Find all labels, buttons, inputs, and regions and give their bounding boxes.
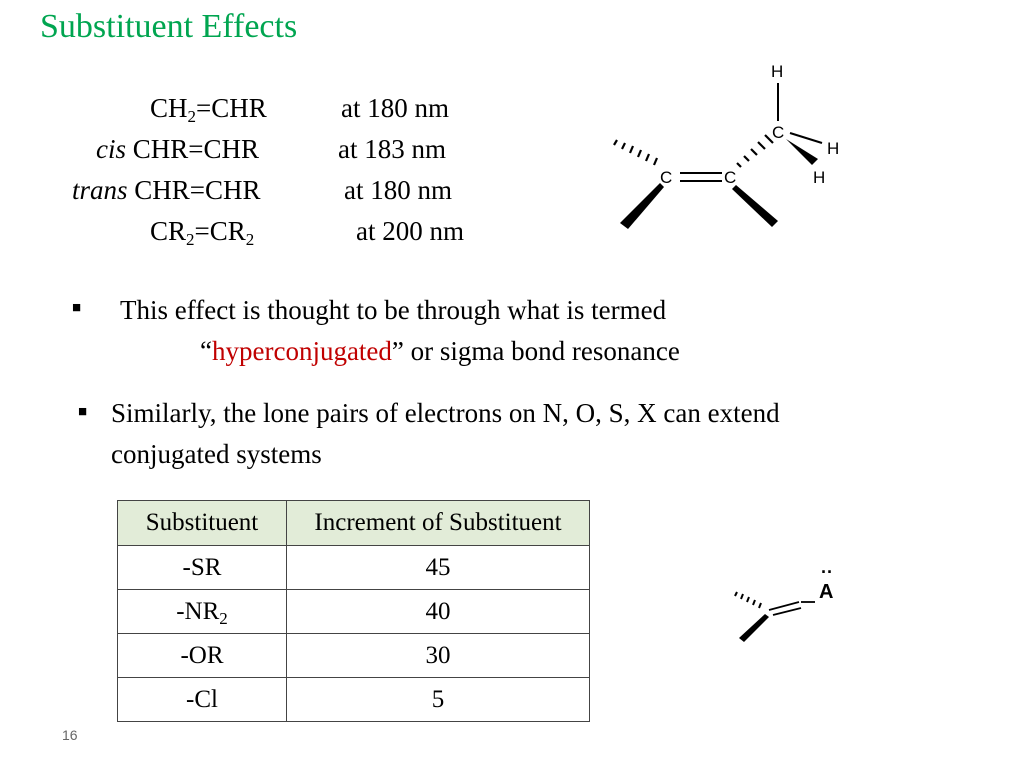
double-bond-line: [773, 608, 801, 615]
bullet-marker: ■: [72, 300, 82, 316]
bullet-text: This effect is thought to be through what is termed: [120, 295, 667, 325]
table-cell: 30: [287, 634, 590, 678]
table-cell: -SR: [118, 546, 287, 590]
table-cell: $-NR_2$: [118, 590, 287, 634]
bullet-marker: ■: [78, 404, 88, 420]
formula: cis CHR=CHR: [96, 134, 260, 164]
atom-label: H: [827, 139, 840, 158]
slide-title: Substituent Effects: [40, 8, 298, 45]
table-row: [118, 678, 590, 722]
table-cell: -Cl: [118, 678, 287, 722]
formula: $CH_2=CHR$: [150, 93, 267, 126]
solid-wedge: [739, 614, 769, 642]
bullet-text-continuation: “hyperconjugated” or sigma bond resonance: [200, 336, 680, 366]
highlighted-term: hyperconjugated: [211, 336, 392, 366]
wavelength-value: at 180 nm: [341, 93, 449, 123]
hashed-wedge: [735, 592, 761, 608]
table-header: Increment of Substituent: [287, 501, 590, 546]
solid-wedge: [620, 183, 664, 229]
atom-label: C: [660, 168, 673, 187]
formula: trans CHR=CHR: [72, 175, 261, 205]
lone-pair-dots: ··: [821, 562, 833, 582]
alkene-methyl-structure: [600, 55, 860, 240]
table-row: [118, 590, 590, 634]
formula: $CR_2=CR_2$: [150, 216, 255, 249]
single-bond: [790, 133, 822, 143]
formula-row: [0, 170, 520, 210]
table-row: [118, 634, 590, 678]
atom-label: H: [771, 62, 784, 81]
hashed-wedge: [614, 140, 657, 165]
solid-wedge: [786, 139, 818, 165]
atom-label: H: [813, 168, 826, 187]
table-header-row: [118, 501, 590, 546]
hashed-wedge: [737, 135, 773, 167]
formula-row: [0, 129, 520, 169]
table-row: [118, 546, 590, 590]
substituent-table: [117, 500, 590, 722]
bullet-text: Similarly, the lone pairs of electrons on N, O, S, X can extend: [111, 398, 780, 428]
table-cell: 45: [287, 546, 590, 590]
table-cell: 40: [287, 590, 590, 634]
table-cell: -OR: [118, 634, 287, 678]
formula-row: [0, 211, 520, 251]
formula-row: [0, 88, 520, 128]
wavelength-value: at 180 nm: [344, 175, 452, 205]
wavelength-value: at 200 nm: [356, 216, 464, 246]
solid-wedge: [732, 185, 778, 227]
wavelength-value: at 183 nm: [338, 134, 446, 164]
table-header: Substituent: [118, 501, 287, 546]
atom-label: C: [724, 168, 737, 187]
page-number: 16: [62, 727, 78, 743]
vinyl-substituent-structure: [725, 560, 855, 650]
bullet-text-continuation: conjugated systems: [111, 439, 322, 469]
atom-label: A: [819, 581, 834, 603]
atom-label: C: [772, 123, 785, 142]
table-cell: 5: [287, 678, 590, 722]
